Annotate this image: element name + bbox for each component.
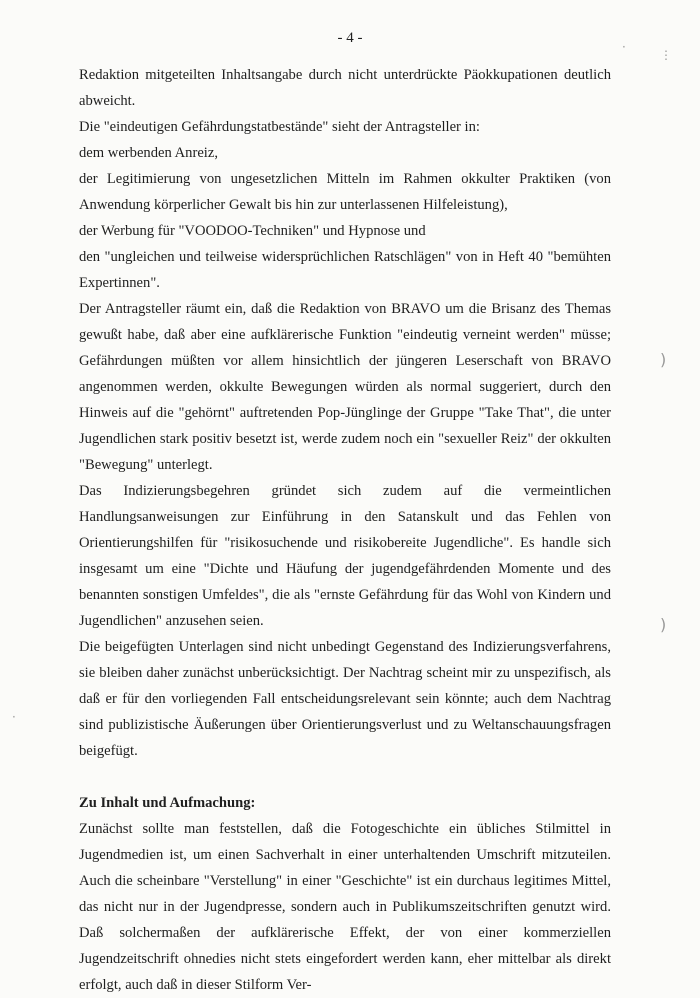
scan-speck: · <box>622 40 626 54</box>
scan-speck: ⋮ <box>660 48 672 62</box>
paragraph-continuation: Redaktion mitgeteilten Inhaltsangabe durch nicht unterdrückte Päokkupationen deutlich abweicht. <box>79 67 611 109</box>
list-line-werbung: der Werbung für "VOODOO-Techniken" und Hypnose und <box>79 223 426 239</box>
paragraph-antragsteller: Der Antragsteller räumt ein, daß die Redaktion von BRAVO um die Brisanz des Themas gewußt habe, daß aber eine aufklärerische Funktion "eindeutig verneint werden" müsse; Gefährdungen müßten vor allem hinsichtlich der jüngeren Leserschaft von BRAVO angenommen werden, okkulte Bewegungen würden als normal suggeriert, durch den Hinweis auf die "gehörnt" auftretenden Pop-Jünglinge der Gruppe "Take That", die unter Jugendlichen stark positiv besetzt ist, werde zudem noch ein "sexueller Reiz" der okkulten "Bewegung" unterlegt. <box>79 301 611 473</box>
section-heading: Zu Inhalt und Aufmachung: <box>79 795 256 811</box>
paragraph-indizierungsbegehren: Das Indizierungsbegehren gründet sich zudem auf die vermeintlichen Handlungsanweisungen zur Einführung in den Satanskult und das Fehlen von Orientierungshilfen für "risikosuchende und risikobereite Jugendliche". Es handle sich insgesamt um eine "Dichte und Häufung der jugendgefährdenden Momente und des benannten sonstigen Umfeldes", die als "ernste Gefährdung für das Wohl von Kindern und Jugendlichen" anzusehen seien. <box>79 483 611 629</box>
list-line-anreiz: dem werbenden Anreiz, <box>79 145 218 161</box>
paragraph-inhalt: Zunächst sollte man feststellen, daß die Fotogeschichte ein übliches Stilmittel in Jugendmedien ist, um einen Sachverhalt in einer unterhaltenden Umschrift mitzuteilen. Auch die scheinbare "Verstellung" in einer "Geschichte" ist ein durchaus legitimes Mittel, das nicht nur in der Jugendpresse, sondern auch in Publikumszeitschriften genutzt wird. Daß solchermaßen der aufklärerische Effekt, der von einer kommerziellen Jugendzeitschrift ohnedies nicht stets eingefordert werden kann, eher mittelbar als direkt erfolgt, auch daß in dieser Stilform Ver- <box>79 821 611 993</box>
page-number: - 4 - <box>337 30 363 46</box>
paragraph-unterlagen: Die beigefügten Unterlagen sind nicht unbedingt Gegenstand des Indizierungsverfahrens, sie bleiben daher zunächst unberücksichtigt. Der Nachtrag scheint mir zu unspezifisch, als daß er für den vorliegenden Fall entscheidungsrelevant sein könnte; auch dem Nachtrag sind publizistische Äußerungen über Orientierungsverlust und zu Weltanschauungsfragen beigefügt. <box>79 639 611 759</box>
paragraph-intro-list: Die "eindeutigen Gefährdungstatbestände" sieht der Antragsteller in: <box>79 119 480 135</box>
list-line-ratschlaege: den "ungleichen und teilweise widersprüchlichen Ratschlägen" von in Heft 40 "bemühten Expertinnen". <box>79 249 611 291</box>
scan-speck: · <box>12 710 16 724</box>
document-body <box>79 62 611 998</box>
scan-bracket: ) <box>660 615 667 634</box>
list-line-legitimierung: der Legitimierung von ungesetzlichen Mitteln im Rahmen okkulter Praktiken (von Anwendung körperlicher Gewalt bis hin zur unterlassenen Hilfeleistung), <box>79 171 611 213</box>
scan-bracket: ) <box>660 350 667 369</box>
